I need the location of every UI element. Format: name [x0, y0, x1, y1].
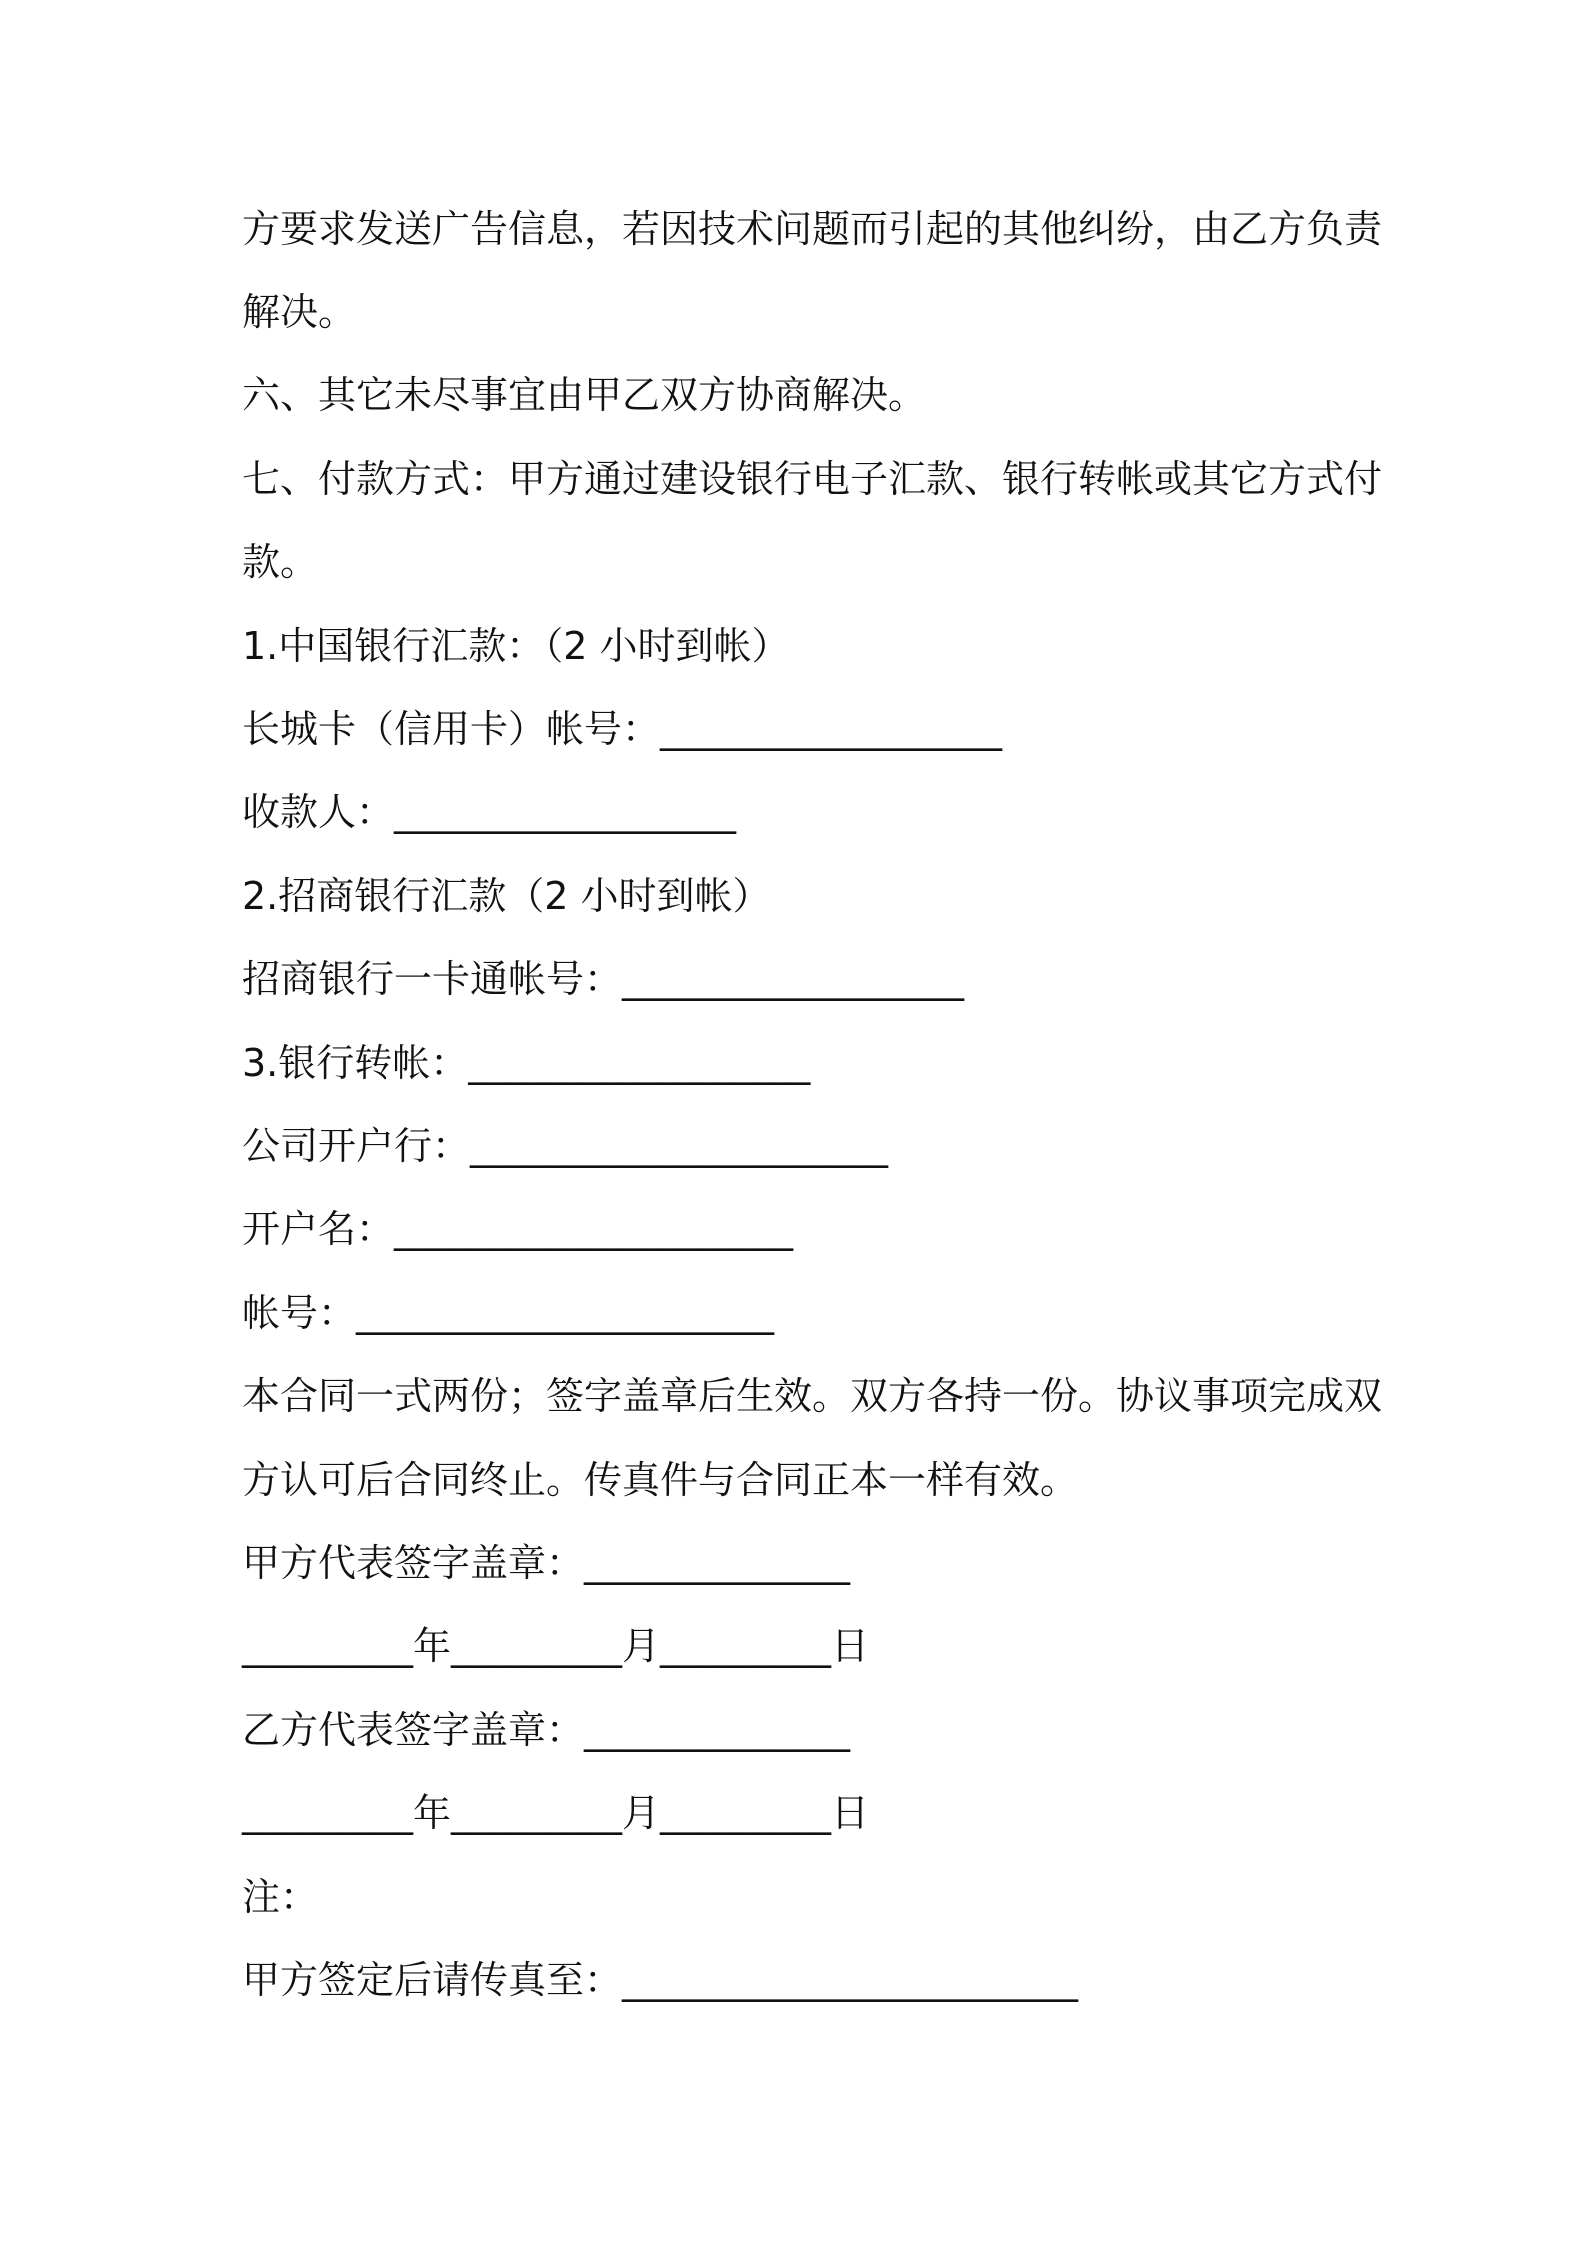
company-bank: 公司开户行：______________________: [242, 1124, 889, 1168]
party-b-date: _________年_________月_________日: [242, 1791, 870, 1835]
cmb-remittance-heading: 2.招商银行汇款（2 小时到帐）: [242, 874, 771, 918]
paragraph-line-2: 解决。: [242, 290, 357, 334]
paragraph-line-1: 方要求发送广告信息，若因技术问题而引起的其他纠纷，由乙方负责: [242, 207, 1383, 251]
party-a-signature: 甲方代表签字盖章：______________: [242, 1541, 851, 1585]
great-wall-card-account: 长城卡（信用卡）帐号：__________________: [242, 707, 1003, 751]
cmb-card-account: 招商银行一卡通帐号：__________________: [242, 957, 965, 1001]
account-number: 帐号：______________________: [242, 1291, 775, 1335]
party-b-signature: 乙方代表签字盖章：______________: [242, 1708, 851, 1752]
clause-six: 六、其它未尽事宜由甲乙双方协商解决。: [242, 373, 927, 417]
note-label: 注：: [242, 1875, 319, 1919]
payee: 收款人：__________________: [242, 790, 737, 834]
fax-to: 甲方签定后请传真至：________________________: [242, 1958, 1079, 2002]
contract-copies-line-1: 本合同一式两份；签字盖章后生效。双方各持一份。协议事项完成双: [242, 1374, 1383, 1418]
boc-remittance-heading: 1.中国银行汇款：（2 小时到帐）: [242, 624, 790, 668]
party-a-date: _________年_________月_________日: [242, 1624, 870, 1668]
clause-seven-line-2: 款。: [242, 540, 319, 584]
contract-copies-line-2: 方认可后合同终止。传真件与合同正本一样有效。: [242, 1458, 1079, 1502]
bank-transfer: 3.银行转帐：__________________: [242, 1041, 811, 1085]
clause-seven-line-1: 七、付款方式：甲方通过建设银行电子汇款、银行转帐或其它方式付: [242, 457, 1383, 501]
account-name: 开户名：_____________________: [242, 1207, 794, 1251]
